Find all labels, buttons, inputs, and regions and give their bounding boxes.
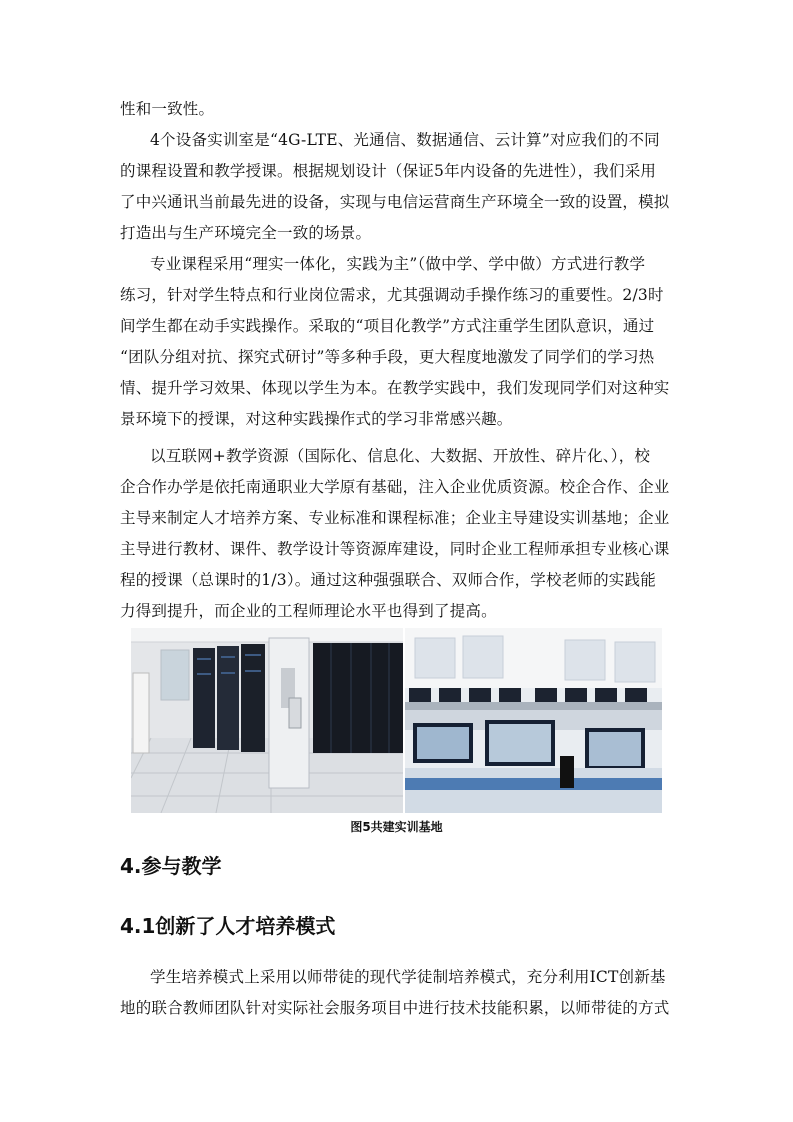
text-line: 打造出与生产环境完全一致的场景。 [120,224,372,242]
text-line: “团队分组对抗、探究式研讨”等多种手段，更大程度地激发了同学们的学习热 [120,348,655,366]
text-line: 企合作办学是依托南通职业大学原有基础，注入企业优质资源。校企合作、企业 [120,478,670,496]
text-line: 情、提升学习效果、体现以学生为本。在教学实践中，我们发现同学们对这种实 [120,379,670,397]
figure-training-base [131,628,662,813]
paragraph-apprenticeship [120,962,670,1024]
section-heading-4: 4.参与教学 [120,854,222,878]
text-line: 学生培养模式上采用以师带徒的现代学徒制培养模式，充分利用ICT创新基 [150,968,666,986]
text-line: 性和一致性。 [120,100,215,118]
text-line: 专业课程采用“理实一体化，实践为主”（做中学、学中做）方式进行教学 [150,255,646,273]
section-heading-4-1: 4.1创新了人才培养模式 [120,914,336,938]
computer-lab-photo [405,628,662,813]
paragraph-school-enterprise [120,441,670,627]
text-line: 以互联网+教学资源（国际化、信息化、大数据、开放性、碎片化、），校 [150,447,651,465]
text-line: 了中兴通讯当前最先进的设备，实现与电信运营商生产环境全一致的设置，模拟 [120,193,670,211]
text-line: 主导进行教材、课件、教学设计等资源库建设，同时企业工程师承担专业核心课 [120,540,670,558]
paragraph-continuation [120,94,670,125]
text-line: 地的联合教师团队针对实际社会服务项目中进行技术技能积累，以师带徒的方式 [120,999,670,1017]
text-line: 间学生都在动手实践操作。采取的“项目化教学”方式注重学生团队意识，通过 [120,317,655,335]
server-room-photo [131,628,403,813]
text-line: 4个设备实训室是“4G-LTE、光通信、数据通信、云计算”对应我们的不同 [150,131,660,149]
text-line: 程的授课（总课时的1/3）。通过这种强强联合、双师合作，学校老师的实践能 [120,571,656,589]
paragraph-course-method [120,249,670,435]
text-line: 力得到提升，而企业的工程师理论水平也得到了提高。 [120,602,497,620]
figure-caption: 图5共建实训基地 [350,820,443,834]
text-line: 景环境下的授课，对这种实践操作式的学习非常感兴趣。 [120,410,513,428]
text-line: 的课程设置和教学授课。根据规划设计（保证5年内设备的先进性），我们采用 [120,162,657,180]
text-line: 练习，针对学生特点和行业岗位需求，尤其强调动手操作练习的重要性。2/3时 [120,286,664,304]
paragraph-equipment-labs [120,125,670,249]
text-line: 主导来制定人才培养方案、专业标准和课程标准；企业主导建设实训基地；企业 [120,509,670,527]
